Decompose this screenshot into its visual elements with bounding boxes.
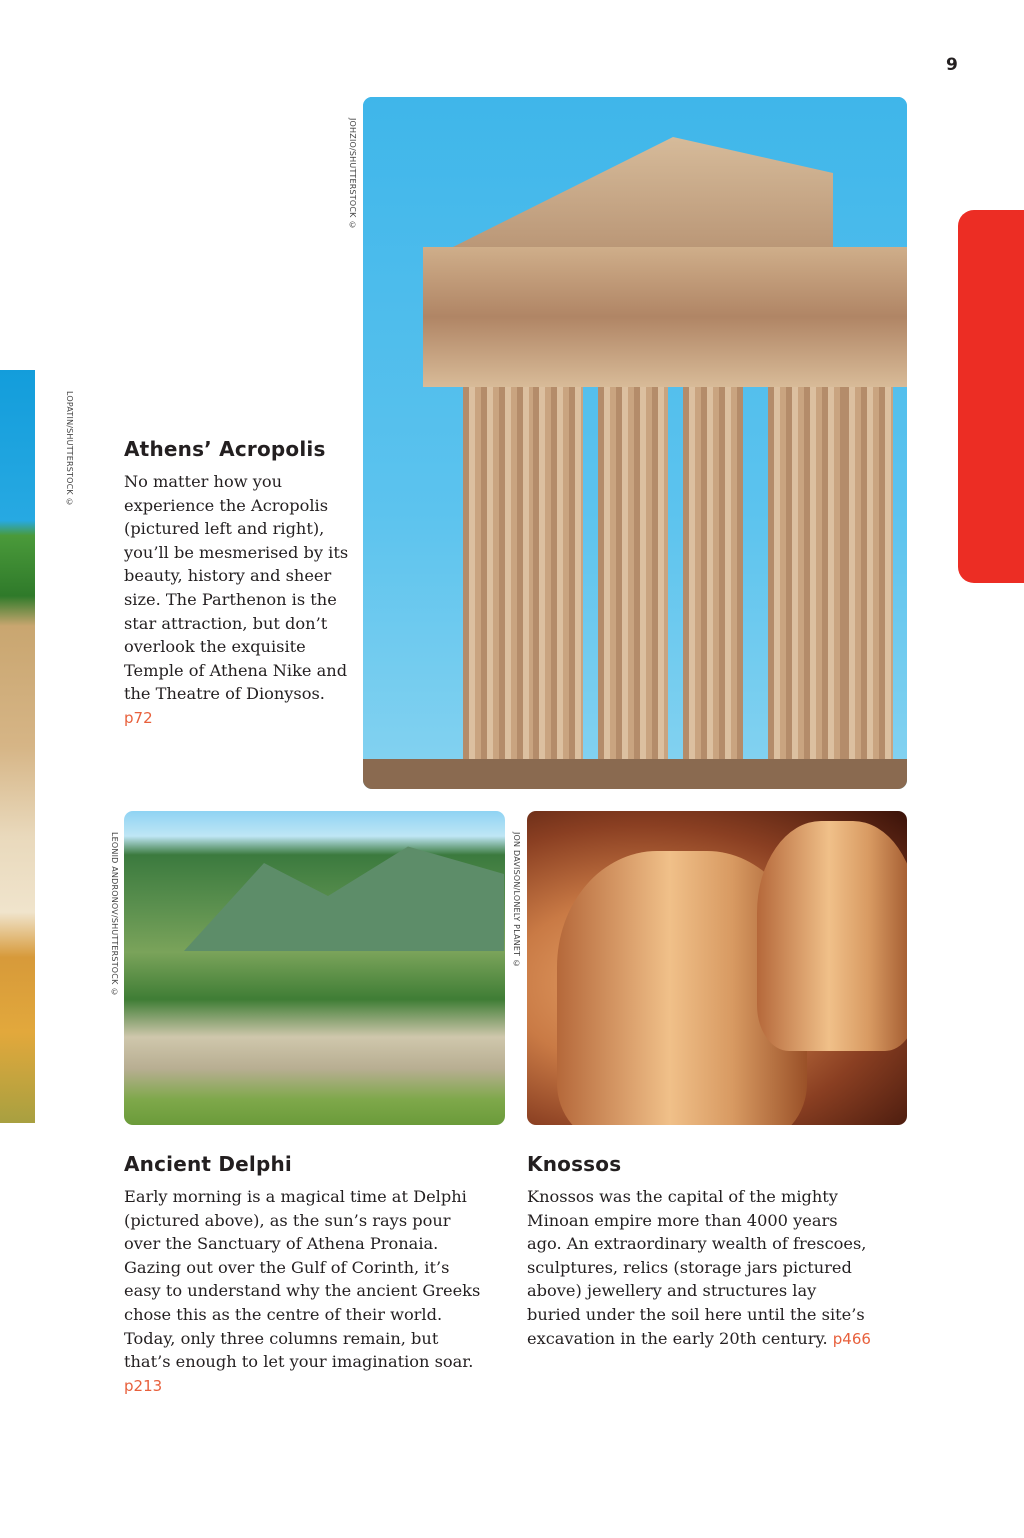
section-title-delphi: Ancient Delphi <box>124 1152 292 1176</box>
section-body-delphi <box>124 1185 484 1398</box>
chapter-thumb-tab <box>958 210 1024 583</box>
photo-credit-jon-davison: JON DAVISON/LONELY PLANET © <box>512 832 521 969</box>
page-ref-link[interactable]: p72 <box>124 708 153 727</box>
section-title-acropolis: Athens’ Acropolis <box>124 437 326 461</box>
body-text: Early morning is a magical time at Delphi (pictured above), as the sun’s rays pour over the Sanctuary of Athena Pronaia. Gazing out over the Gulf of Corinth, it’s easy to understand why the ancient Greeks chose this as the centre of their world. Today, only three columns remain, but that’s enough to let your imagination soar. <box>124 1187 481 1372</box>
acropolis-left-photo <box>0 370 35 1123</box>
body-text: Knossos was the capital of the mighty Minoan empire more than 4000 years ago. An extraordinary wealth of frescoes, sculptures, relics (storage jars pictured above) jewellery and structures lay buried under the soil here until the site’s excavation in the early 20th century. <box>527 1187 867 1348</box>
section-body-acropolis <box>124 470 349 731</box>
page-number: 9 <box>946 55 958 75</box>
parthenon-photo <box>363 97 907 789</box>
knossos-photo <box>527 811 907 1125</box>
section-title-knossos: Knossos <box>527 1152 622 1176</box>
photo-credit-leonid: LEONID ANDRONOV/SHUTTERSTOCK © <box>110 832 119 997</box>
photo-credit-johzio: JOHZIO/SHUTTERSTOCK © <box>348 118 357 230</box>
page-ref-link[interactable]: p213 <box>124 1376 163 1395</box>
photo-credit-lopatin: LOPATIN/SHUTTERSTOCK © <box>65 391 74 507</box>
page-ref-link[interactable]: p466 <box>832 1329 871 1348</box>
section-body-knossos <box>527 1185 872 1351</box>
delphi-photo <box>124 811 505 1125</box>
body-text: No matter how you experience the Acropolis (pictured left and right), you’ll be mesmerised by its beauty, history and sheer size. The Parthenon is the star attraction, but don’t overlook the exquisite Temple of Athena Nike and the Theatre of Dionysos. <box>124 472 349 704</box>
